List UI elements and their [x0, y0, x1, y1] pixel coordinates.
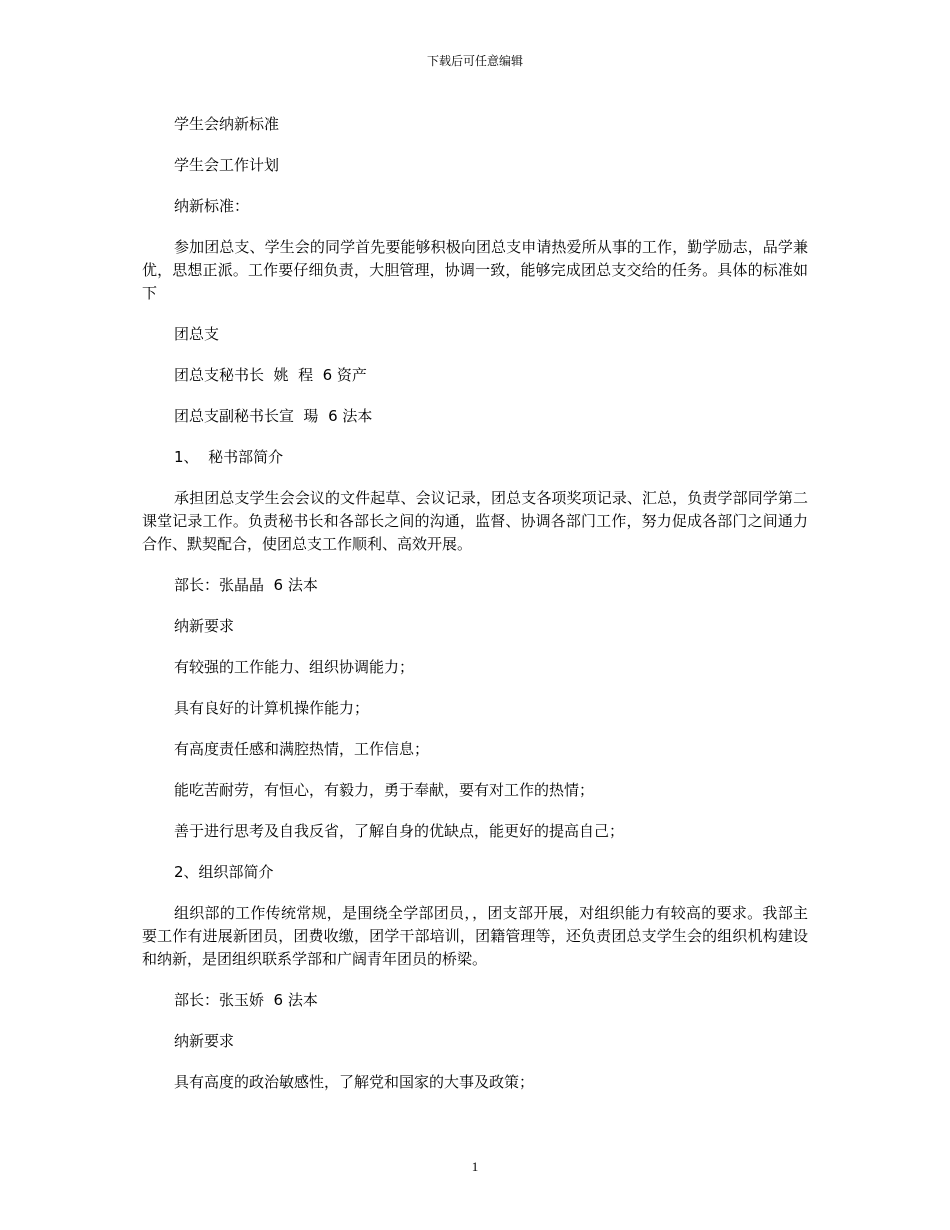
paragraph: 学生会纳新标准 — [174, 115, 280, 133]
paragraph: 组织部的工作传统常规，是围绕全学部团员，，团支部开展，对组织能力有较高的要求。我部主要工作有进展新团员，团费收缴，团学干部培训，团籍管理等，还负责团总支学生会的组织机构建设和纳新，是团组织联系学部和广阔青年团员的桥梁。 — [142, 904, 808, 968]
paragraph: 能吃苦耐劳，有恒心，有毅力，勇于奉献，要有对工作的热情； — [174, 781, 595, 799]
document-body — [142, 113, 808, 1112]
section-heading: 1、 秘书部简介 — [174, 448, 284, 466]
paragraph: 纳新要求 — [174, 617, 235, 635]
paragraph: 纳新要求 — [174, 1032, 235, 1050]
paragraph: 团总支 — [174, 325, 220, 343]
paragraph: 部长：张晶晶 6 法本 — [174, 576, 318, 594]
paragraph: 有较强的工作能力、组织协调能力； — [174, 658, 415, 676]
paragraph: 善于进行思考及自我反省，了解自身的优缺点，能更好的提高自己； — [174, 822, 625, 840]
paragraph: 参加团总支、学生会的同学首先要能够积极向团总支申请热爱所从事的工作，勤学励志，品学兼优，思想正派。工作要仔细负责，大胆管理，协调一致，能够完成团总支交给的任务。具体的标准如下 — [142, 238, 808, 302]
paragraph: 团总支副秘书长宣 瑒 6 法本 — [174, 407, 373, 425]
paragraph: 有高度责任感和满腔热情，工作信息； — [174, 740, 430, 758]
paragraph: 团总支秘书长 姚 程 6 资产 — [174, 366, 367, 384]
paragraph: 学生会工作计划 — [174, 156, 280, 174]
paragraph: 部长：张玉娇 6 法本 — [174, 991, 318, 1009]
paragraph: 纳新标准： — [174, 197, 250, 215]
paragraph: 承担团总支学生会会议的文件起草、会议记录，团总支各项奖项记录、汇总，负责学部同学第二课堂记录工作。负责秘书长和各部长之间的沟通，监督、协调各部门工作，努力促成各部门之间通力合作、默契配合，使团总支工作顺利、高效开展。 — [142, 489, 808, 553]
paragraph: 具有高度的政治敏感性，了解党和国家的大事及政策； — [174, 1073, 535, 1091]
page-number: 1 — [471, 1159, 479, 1174]
page-header: 下载后可任意编辑 — [426, 54, 523, 68]
paragraph: 具有良好的计算机操作能力； — [174, 699, 370, 717]
section-heading: 2、组织部简介 — [174, 863, 274, 881]
